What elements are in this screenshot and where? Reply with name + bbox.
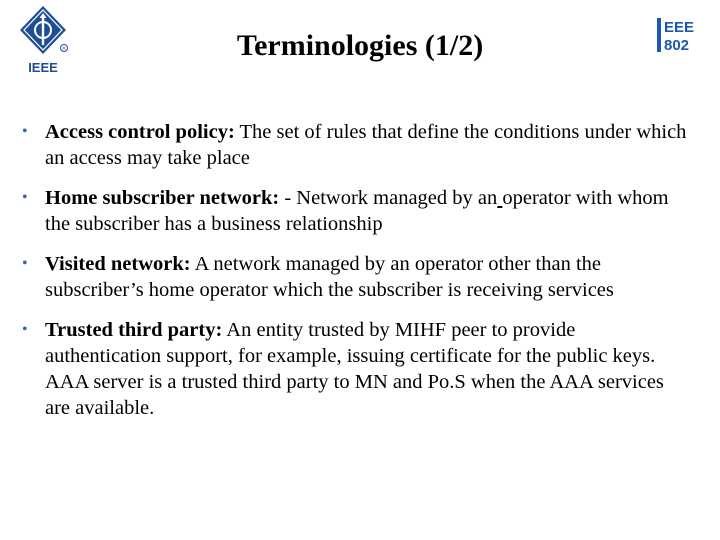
definition-access-control-policy: The set of rules that define the conditions under which an access may take place bbox=[45, 121, 687, 169]
ieee-logo-text: IEEE bbox=[28, 60, 58, 75]
slide-title: Terminologies (1/2) bbox=[236, 29, 484, 62]
bullet-icon: • bbox=[22, 123, 28, 140]
list-item-access-control-policy bbox=[22, 119, 690, 171]
term-visited-network: Visited network: bbox=[45, 253, 191, 275]
term-home-subscriber-network: Home subscriber network: bbox=[45, 187, 280, 209]
terminology-list bbox=[22, 119, 690, 435]
list-item-visited-network bbox=[22, 251, 690, 303]
term-access-control-policy: Access control policy: bbox=[45, 121, 235, 143]
definition-visited-network: A network managed by an operator other than the subscriber’s home operator which the subscriber is receiving services bbox=[45, 253, 614, 301]
definition-trusted-third-party: An entity trusted by MIHF peer to provide authentication support, for example, issuing certificate for the public keys. AAA server is a trusted third party to MN and Po.S when the AAA services are available. bbox=[45, 319, 664, 419]
term-trusted-third-party: Trusted third party: bbox=[45, 319, 223, 341]
bullet-icon: • bbox=[22, 321, 28, 338]
ieee802-logo-text-top: EEE bbox=[664, 19, 695, 36]
bullet-icon: • bbox=[22, 189, 28, 206]
list-item-home-subscriber-network bbox=[22, 185, 690, 237]
svg-text:R: R bbox=[62, 45, 66, 51]
ieee-logo-icon bbox=[14, 4, 72, 76]
bullet-icon: • bbox=[22, 255, 28, 272]
list-item-trusted-third-party bbox=[22, 317, 690, 421]
ieee802-logo-icon bbox=[656, 16, 702, 56]
definition-home-subscriber-network-part2: operator with whom the subscriber has a business relationship bbox=[45, 187, 669, 235]
definition-home-subscriber-network-part1: - Network managed by an bbox=[279, 187, 498, 209]
ieee802-logo-text-bottom: 802 bbox=[664, 37, 690, 54]
